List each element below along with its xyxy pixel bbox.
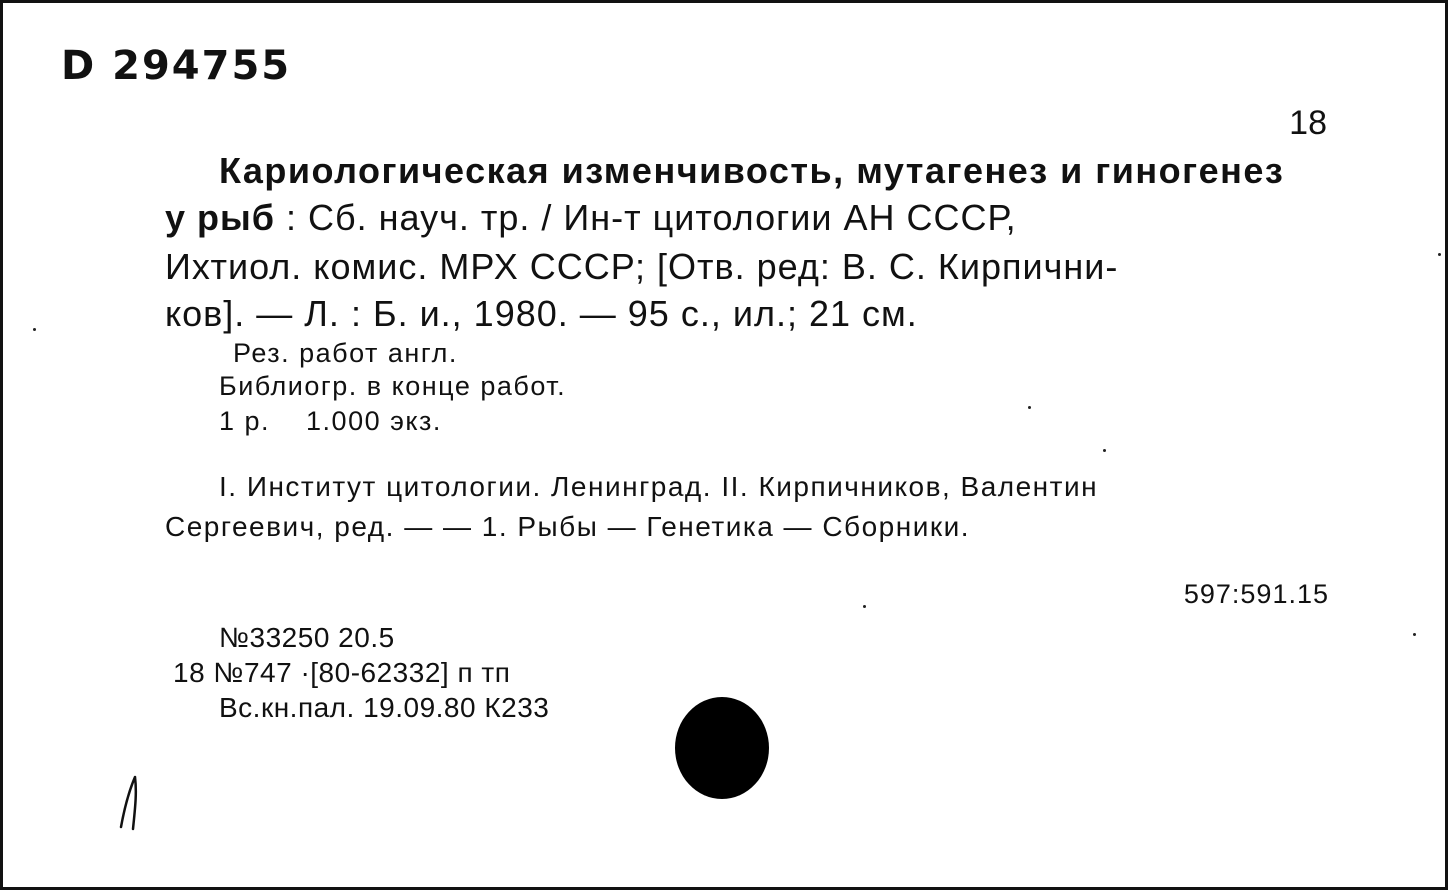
tracing-line-2: Сергеевич, ред. — — 1. Рыбы — Генетика — Сборники. xyxy=(165,511,971,542)
imprint-line-1: №33250 20.5 xyxy=(219,622,395,653)
speck xyxy=(1028,406,1031,409)
note-price-copies: 1 р. 1.000 экз. xyxy=(219,406,442,436)
title-line-2 xyxy=(165,197,1017,239)
note-summary: Рез. работ англ. xyxy=(233,338,458,368)
title-line-2-bold: у рыб xyxy=(165,197,275,238)
speck xyxy=(1103,449,1106,452)
imprint-line-3: Вс.кн.пал. 19.09.80 К233 xyxy=(219,692,550,723)
title-line-4: ков]. — Л. : Б. и., 1980. — 95 с., ил.; 21 см. xyxy=(165,293,918,334)
title-line-1: Кариологическая изменчивость, мутагенез и гиногенез xyxy=(219,150,1285,191)
speck xyxy=(33,328,36,331)
speck xyxy=(1438,253,1441,256)
tracing-line-1: I. Институт цитологии. Ленинград. II. Кирпичников, Валентин xyxy=(219,471,1099,502)
note-bibliography: Библиогр. в конце работ. xyxy=(219,371,567,401)
speck xyxy=(863,605,866,608)
title-line-2-rest: : Сб. науч. тр. / Ин-т цитологии АН СССР, xyxy=(275,197,1017,238)
title-line-3: Ихтиол. комис. МРХ СССР; [Отв. ред: В. С. Кирпични- xyxy=(165,246,1119,287)
speck xyxy=(1413,633,1416,636)
udc-code: 597:591.15 xyxy=(1183,579,1329,609)
shelf-number: D 294755 xyxy=(61,43,292,89)
imprint-line-2: 18 №747 ·[80-62332] п тп xyxy=(173,657,511,688)
corner-number: 18 xyxy=(1289,104,1327,142)
punch-hole xyxy=(675,697,769,799)
handwritten-mark xyxy=(115,773,145,833)
